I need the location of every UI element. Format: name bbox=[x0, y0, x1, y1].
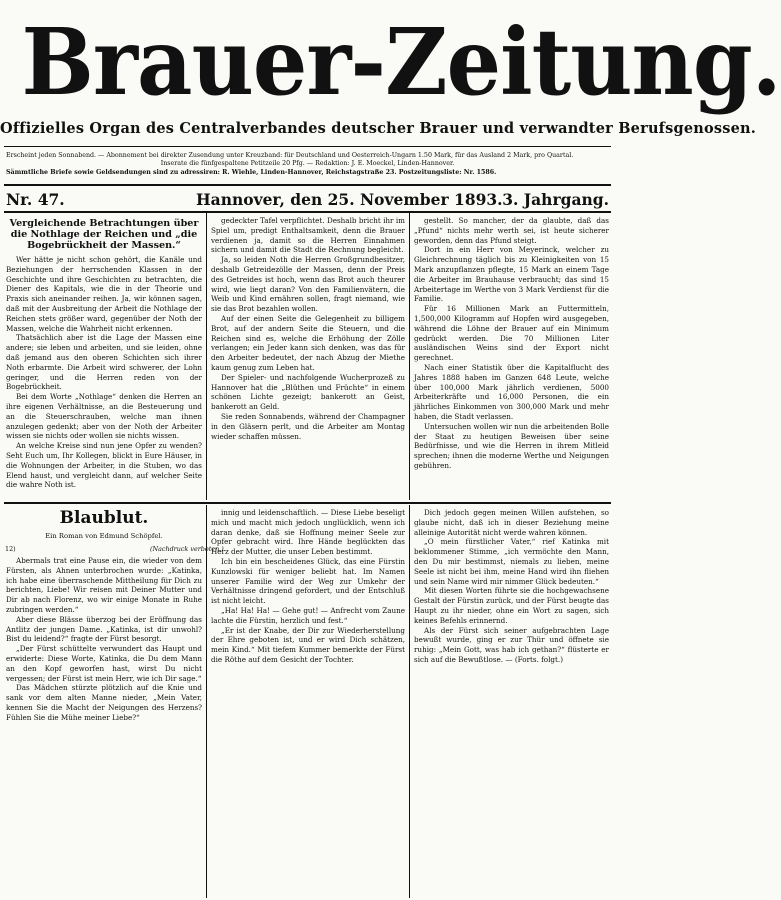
reprint-note: (Nachdruck verboten.) bbox=[150, 545, 224, 553]
issue-place-date: Hannover, den 25. November 1893. bbox=[196, 190, 503, 209]
feuilleton-paragraph: Das Mädchen stürzte plötzlich auf die Knie und sank vor dem alten Manne nieder, „Mein Vater, kennen Sie die Macht der Neigungen des Herzens? Fühlen Sie die Mühe meiner Liebe?“ bbox=[6, 683, 202, 722]
article-paragraph: Wer hätte je nicht schon gehört, die Kanäle und Beziehungen der herrschenden Klassen in der Geschichte und ihre Geschichten zu betrachten, die Diener des Kapitals, wie die in der Theorie und Praxis sich aneinander reihen. Ja, wir können sagen, daß mit der Ausbreitung der Arbeit die Nothlage der Reichen stets größer ward, gegenüber der Noth der Massen, welche die Wahrheit nicht erkennen. bbox=[6, 255, 202, 333]
column-divider bbox=[409, 213, 410, 500]
feuilleton-paragraph: „O mein fürstlicher Vater,“ rief Katinka mit beklommener Stimme, „ich vermöchte den Mann, den Du mir bestimmst, niemals zu lieben, meine Seele ist nicht bei ihm, meine Hand wird ihn fliehen und sein Name wird mir nimmer Glück bedeuten.“ bbox=[414, 537, 609, 586]
article-paragraph: Für 16 Millionen Mark an Futtermitteln, 1,500,000 Kilogramm auf Hopfen wird ausgegeben, während die Löhne der Brauer auf ein Minimum gedrückt werden. Die 70 Millionen Liter ausländischen Weins sind der Export nicht gerechnet. bbox=[414, 304, 609, 363]
feuilleton-column-3 bbox=[414, 508, 609, 896]
info-line-subscription: Erscheint jeden Sonnabend. — Abonnement bei direkter Zusendung unter Kreuzband: für Deutschland und Oesterreich-Ungarn 1.50 Mark, für das Ausland 2 Mark, pro Quartal. bbox=[6, 152, 574, 159]
article-column-2 bbox=[211, 216, 405, 500]
divider bbox=[4, 184, 611, 186]
feuilleton-paragraph: Als der Fürst sich seiner aufgebrachten Lage bewußt wurde, ging er zur Thür und öffnete sie ruhig: „Mein Gott, was hab ich gethan?“ flüsterte er sich auf die Bewußtlose. — (Forts. folgt.) bbox=[414, 625, 609, 664]
feuilleton-paragraph: „Ha! Ha! Ha! — Gehe gut! — Anfrecht vom Zaune lachte die Fürstin, herzlich und fest.“ bbox=[211, 605, 405, 625]
issue-number: Nr. 47. bbox=[6, 190, 65, 209]
article-paragraph: Thatsächlich aber ist die Lage der Massen eine andere; sie leben und arbeiten, und sie leiden, ohne daß jemand aus den oberen Schichten sich ihrer Noth erbarmte. Die Arbeit wird schwerer, der Lohn geringer, und die Herren reden von der Bogebrückheit. bbox=[6, 333, 202, 392]
article-paragraph: Bei dem Worte „Nothlage“ denken die Herren an ihre eigenen Verhältnisse, an die Besteuerung und an die Steuerschrauben, welche man ihnen anzulegen gedenkt; aber von der Noth der Arbeiter wissen sie nichts oder wollen sie nichts wissen. bbox=[6, 392, 202, 441]
article-paragraph: Untersuchen wollen wir nun die arbeitenden Bolle der Staat zu heutigen Beweisen über seine Bedürfnisse, und wie die Herren in ihrem Mitleid sprechen; ihnen die moderne Werthe und Neigungen gebühren. bbox=[414, 421, 609, 470]
feuilleton-paragraph: innig und leidenschaftlich. — Diese Liebe beseligt mich und macht mich jedoch unglücklich, wenn ich daran denke, daß sie Hoffnung meiner Seele zur Opfer gebracht wird. Ihre Hände beglückten das Herz der Mutter, die unser Leben bestimmt. bbox=[211, 508, 405, 557]
article-paragraph: gedeckter Tafel verpflichtet. Deshalb bricht ihr im Spiel um, predigt Enthaltsamkeit, denn die Brauer verdienen ja, damit so die Herren Einnahmen sichern und damit die Stadt die Rechnung begleicht. bbox=[211, 216, 405, 255]
issue-volume: 3. Jahrgang. bbox=[502, 190, 609, 209]
article-paragraph: Auf der einen Seite die Gelegenheit zu billigem Brot, auf der andern Seite die Steuern, und die Reichen sind es, welche die Erhöhung der Zölle verlangen; ein Jeder kann sich denken, was das für den Arbeiter bedeutet, der nach Abzug der Miethe kaum genug zum Leben hat. bbox=[211, 313, 405, 372]
masthead bbox=[0, 6, 781, 118]
article-paragraph: Dort in ein Herr von Meyerinck, welcher zu Gleichrechnung täglich bis zu Kleinigkeiten von 15 Mark anzupflanzen pflegte, 15 Mark an einem Tage die Arbeiter im Brauhause verbraucht; das sind 15 Arbeitertage im Werthe von 3 Mark Verdienst für die Familie. bbox=[414, 245, 609, 304]
column-divider bbox=[206, 505, 207, 898]
feuilleton-column-2 bbox=[211, 508, 405, 896]
article-paragraph: Nach einer Statistik über die Kapitalflucht des Jahres 1888 haben im Ganzen 648 Leute, welche über 100,000 Mark jährlich verdienen, 5000 Arbeiterkräfte und 16,000 Personen, die ein jährliches Einkommen von 300,000 Mark und mehr haben, die Stadt verlassen. bbox=[414, 362, 609, 421]
newspaper-title: Brauer-Zeitung. bbox=[21, 8, 781, 116]
feuilleton-paragraph: Abermals trat eine Pause ein, die wieder von dem Fürsten, als Ahnen unterbrochen wurde: „Katinka, ich habe eine überraschende Mittheilung für Dich zu berichten, Liebe! Wir reisen mit Deiner Mutter und Dir ab nach Florenz, wo wir einige Monate in Ruhe zubringen werden.“ bbox=[6, 556, 202, 614]
feuilleton-column-1 bbox=[6, 556, 202, 896]
article-paragraph: gestellt. So mancher, der da glaubte, daß das „Pfund“ nichts mehr werth sei, ist heute sicherer geworden, denn das Pfund steigt. bbox=[414, 216, 609, 245]
article-paragraph: Der Spieler- und nachfolgende Wucherprozeß zu Hannover hat die „Blüthen und Früchte“ in einem schönen Lichte gezeigt; bankerott an Geist, bankerott an Geld. bbox=[211, 372, 405, 412]
installment-number: 12) bbox=[5, 545, 16, 553]
article-paragraph: Ja, so leiden Noth die Herren Großgrundbesitzer, deshalb Getreidezölle der Massen, denn der Preis des Getreides ist hoch, wenn das Brot auch theurer wird, wie liegt daran? Von den Familienvätern, die Weib und Kind ernähren sollen, fragt niemand, wie sie das Brot bezahlen wollen. bbox=[211, 255, 405, 314]
info-line-address: Sämmtliche Briefe sowie Geldsendungen sind zu adressiren: R. Wiehle, Linden-Hannover, Reichstagstraße 23. Postzeitungsliste: Nr. 1586. bbox=[6, 168, 497, 176]
column-divider bbox=[409, 505, 410, 898]
column-divider bbox=[206, 213, 207, 500]
feuilleton-title: Blaublut. bbox=[59, 508, 149, 528]
divider bbox=[4, 502, 611, 504]
feuilleton-paragraph: Aber diese Blässe überzog bei der Eröffnung das Antlitz der jungen Dame. „Katinka, ist dir unwohl? Bist du leidend?“ fragte der Fürst besorgt. bbox=[6, 614, 202, 644]
feuilleton-paragraph: Dich jedoch gegen meinen Willen aufstehen, so glaube nicht, daß ich in dieser Beziehung meine alleinige Autorität nicht werde wahren können. bbox=[414, 508, 609, 537]
article-paragraph: Sie reden Sonnabends, während der Champagner in den Gläsern perlt, und die Arbeiter am Montag wieder schaffen müssen. bbox=[211, 411, 405, 441]
newspaper-subtitle: Offizielles Organ des Centralverbandes deutscher Brauer und verwandter Berufsgenossen. bbox=[0, 120, 757, 137]
article-paragraph: An welche Kreise sind nun jene Opfer zu wenden? Seht Euch um, Ihr Kollegen, blickt in Eure Häuser, in die Wohnungen der Arbeiter, in die Stuben, wo das Elend haust, und vergleicht dann, auf welcher Seite die wahre Noth ist. bbox=[6, 441, 202, 490]
info-line-editorial: Inserate die fünfgespaltene Petitzeile 20 Pfg. — Redaktion: J. E. Moeckel, Linden-Hannover. bbox=[160, 160, 455, 168]
divider bbox=[4, 146, 611, 147]
feuilleton-subtitle: Ein Roman von Edmund Schöpfel. bbox=[45, 532, 163, 540]
dateline bbox=[6, 190, 609, 208]
divider bbox=[4, 211, 611, 213]
feuilleton-paragraph: Ich bin ein bescheidenes Glück, das eine Fürstin Kunzlowski für weniger beliebt hat. Im Namen unserer Familie wird der Weg zur Umkehr der Verhältnisse dringend gefordert, und der Entschluß ist nicht leicht. bbox=[211, 556, 405, 606]
feuilleton-paragraph: „Der Fürst schüttelte verwundert das Haupt und erwiderte: Diese Worte, Katinka, die Du dem Mann an den Kopf geworfen hast, wirst Du nicht vergessen; der Fürst ist mein Herr, wie ich Dir sage.“ bbox=[6, 644, 202, 683]
publication-info bbox=[6, 152, 609, 177]
feuilleton-paragraph: „Er ist der Knabe, der Dir zur Wiederherstellung der Ehre geboten ist, und er wird Dich schätzen, mein Kind.“ Mit tiefem Kummer bemerkte der Fürst die Röthe auf dem Gesicht der Tochter. bbox=[211, 625, 405, 664]
article-heading: Vergleichende Betrachtungen über die Nothlage der Reichen und „die Bogebrückheit der Massen.“ bbox=[9, 218, 199, 251]
article-column-3 bbox=[414, 216, 609, 500]
feuilleton-paragraph: Mit diesen Worten führte sie die hochgewachsene Gestalt der Fürstin zurück, und der Fürst beugte das Haupt zu ihr nieder, ohne ein Wort zu sagen, sich keines Befehls erinnernd. bbox=[414, 586, 609, 625]
article-column-1 bbox=[6, 216, 202, 500]
